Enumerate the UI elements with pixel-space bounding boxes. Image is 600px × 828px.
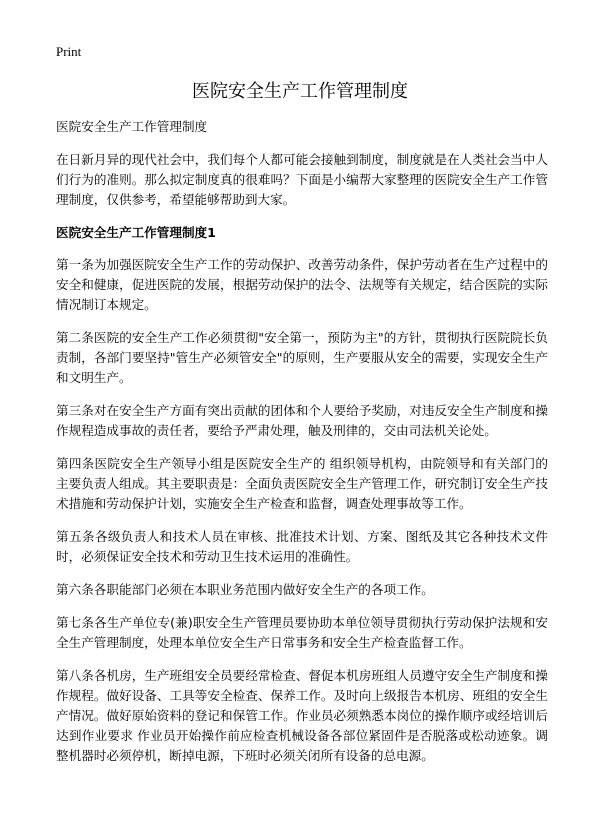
intro-paragraph: 在日新月异的现代社会中，我们每个人都可能会接触到制度，制度就是在人类社会当中人们行为的准则。那么拟定制度真的很难吗？下面是小编帮大家整理的医院安全生产工作管理制度，仅供参考，希望能够帮助到大家。	[56, 152, 548, 207]
article-2: 第二条医院的安全生产工作必须贯彻"安全第一，预防为主"的方针，贯彻执行医院院长负责制，各部门要坚持"管生产必须管安全"的原则，生产要服从安全的需要，实现安全生产和文明生产。	[56, 330, 548, 385]
article-4: 第四条医院安全生产领导小组是医院安全生产的 组织领导机构，由院领导和有关部门的主要负责人组成。其主要职责是：全面负责医院安全生产管理工作，研究制订安全生产技术措施和劳动保护计划，实施安全生产检查和监督，调查处理事故等工作。	[56, 456, 548, 511]
document-body	[56, 117, 548, 779]
article-6: 第六条各职能部门必须在本职业务范围内做好安全生产的各项工作。	[56, 582, 434, 597]
print-link[interactable]: Print	[56, 44, 82, 59]
article-7: 第七条各生产单位专(兼)职安全生产管理员要协助本单位领导贯彻执行劳动保护法规和安全生产管理制度，处理本单位安全生产日常事务和安全生产检查监督工作。	[56, 615, 548, 650]
article-8: 第八条各机房，生产班组安全员要经常检查、督促本机房班组人员遵守安全生产制度和操作规程。做好设备、工具等安全检查、保养工作。及时向上级报告本机房、班组的安全生产情况。做好原始资料的登记和保管工作。作业员必须熟悉本岗位的操作顺序或经培训后达到作业要求 作业员开始操作前应检查机械设备各部位紧固件是否脱落或松动迹象。调整机器时必须停机，断掉电源，下班时必须关闭所有设备的总电源。	[56, 668, 548, 763]
article-3: 第三条对在安全生产方面有突出贡献的团体和个人要给予奖励，对违反安全生产制度和操作规程造成事故的责任者，要给予严肃处理，触及刑律的，交由司法机关论处。	[56, 403, 548, 438]
article-5: 第五条各级负责人和技术人员在审核、批准技术计划、方案、图纸及其它各种技术文件时，必须保证安全技术和劳动卫生技术运用的准确性。	[56, 529, 548, 564]
article-1: 第一条为加强医院安全生产工作的劳动保护、改善劳动条件，保护劳动者在生产过程中的安全和健康，促进医院的发展，根据劳动保护的法令、法规等有关规定，结合医院的实际情况制订本规定。	[56, 257, 548, 312]
section-heading: 医院安全生产工作管理制度1	[56, 225, 216, 240]
document-subtitle: 医院安全生产工作管理制度	[56, 119, 208, 134]
page-title: 医院安全生产工作管理制度	[192, 81, 408, 102]
